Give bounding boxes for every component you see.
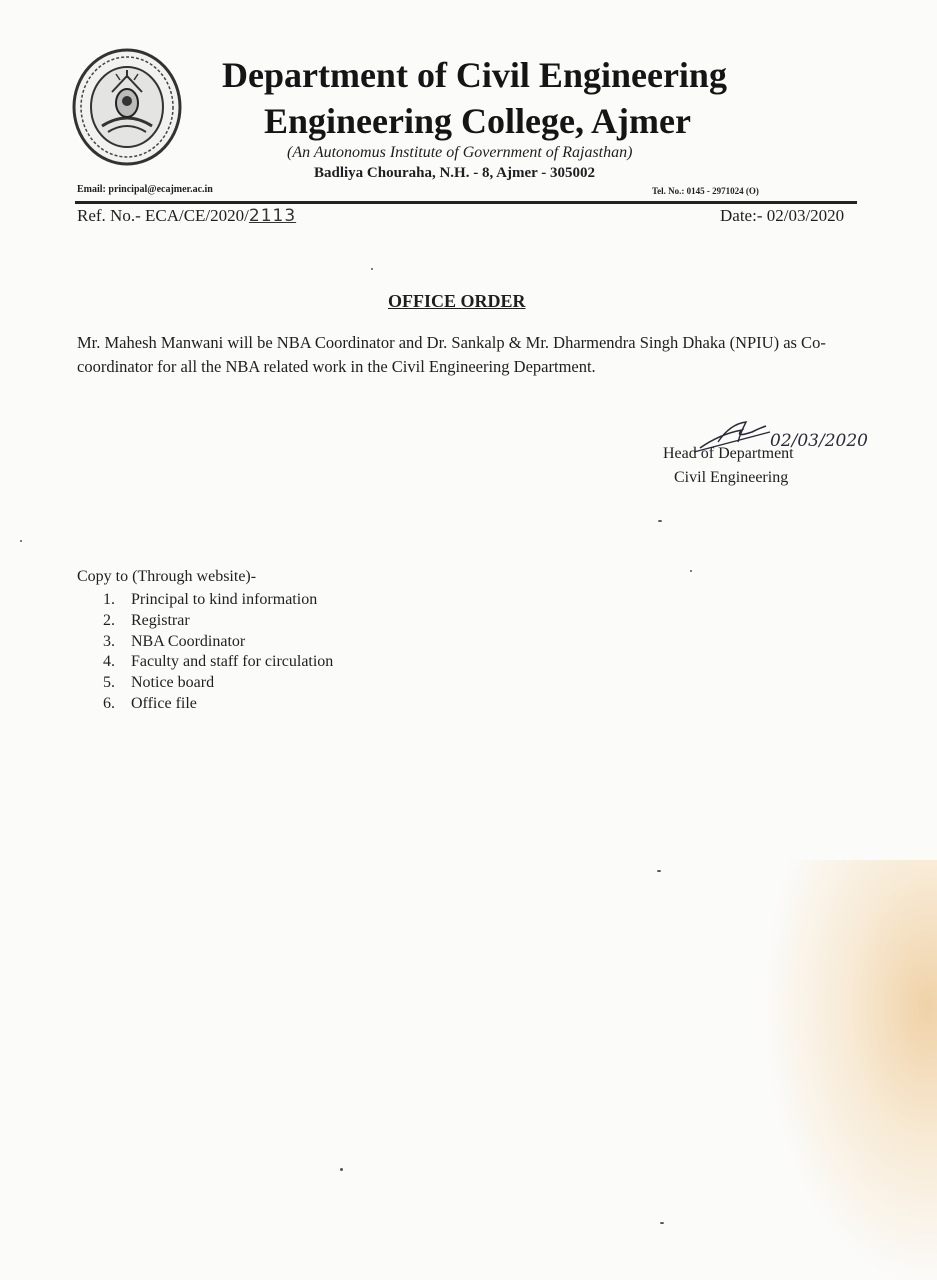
- copy-to-heading: Copy to (Through website)-: [77, 568, 257, 585]
- letterhead-title-department: Department of Civil Engineering: [222, 55, 727, 95]
- order-heading: OFFICE ORDER: [388, 291, 526, 311]
- scan-speck: [371, 268, 373, 270]
- list-item: [103, 632, 333, 653]
- scan-speck: [660, 1222, 664, 1224]
- letterhead-email: Email: principal@ecajmer.ac.in: [77, 184, 213, 195]
- letterhead-telephone: Tel. No.: 0145 - 2971024 (O): [652, 186, 759, 196]
- college-seal-logo: [72, 48, 182, 166]
- list-item-number: 1.: [103, 591, 115, 608]
- signatory-title: Head of Department: [663, 445, 794, 462]
- letterhead-divider: [75, 201, 857, 204]
- order-body: Mr. Mahesh Manwani will be NBA Coordinator and Dr. Sankalp & Mr. Dharmendra Singh Dhaka (NPIU) as Co- coordinator for all the NBA related work in the Civil Engineering Department.: [77, 333, 826, 376]
- reference-prefix: Ref. No.- ECA/CE/2020/: [77, 206, 249, 225]
- list-item: [103, 673, 333, 694]
- list-item-number: 5.: [103, 674, 115, 692]
- signatory-department: Civil Engineering: [674, 469, 789, 486]
- order-date: Date:- 02/03/2020: [720, 206, 845, 225]
- list-item-label: Office file: [131, 694, 197, 712]
- scan-speck: [658, 520, 662, 522]
- list-item: [103, 652, 333, 673]
- list-item-label: NBA Coordinator: [131, 632, 246, 650]
- signature-date: 02/03/2020: [770, 431, 868, 451]
- letterhead-subtitle: (An Autonomus Institute of Government of Rajasthan): [287, 144, 633, 161]
- list-item-number: 3.: [103, 632, 115, 650]
- letterhead-title-college: Engineering College, Ajmer: [264, 101, 691, 141]
- list-item-number: 4.: [103, 653, 115, 671]
- list-item-label: Notice board: [131, 674, 215, 692]
- letterhead-address: Badliya Chouraha, N.H. - 8, Ajmer - 305002: [314, 165, 595, 181]
- list-item: [103, 590, 333, 611]
- scan-speck: [20, 540, 22, 542]
- scan-speck: [340, 1168, 343, 1171]
- list-item-label: Faculty and staff for circulation: [131, 653, 334, 671]
- list-item-label: Registrar: [131, 611, 190, 629]
- copy-to-list: [103, 590, 333, 715]
- reference-handwritten-number: 2113: [248, 206, 297, 226]
- list-item: [103, 611, 333, 632]
- scan-speck: [657, 870, 661, 872]
- list-item-label: Principal to kind information: [131, 591, 318, 608]
- list-item-number: 6.: [103, 694, 115, 712]
- scan-speck: [690, 570, 692, 572]
- paper-stain: [767, 860, 937, 1280]
- list-item-number: 2.: [103, 611, 115, 629]
- list-item: [103, 694, 333, 715]
- reference-number: [77, 206, 296, 226]
